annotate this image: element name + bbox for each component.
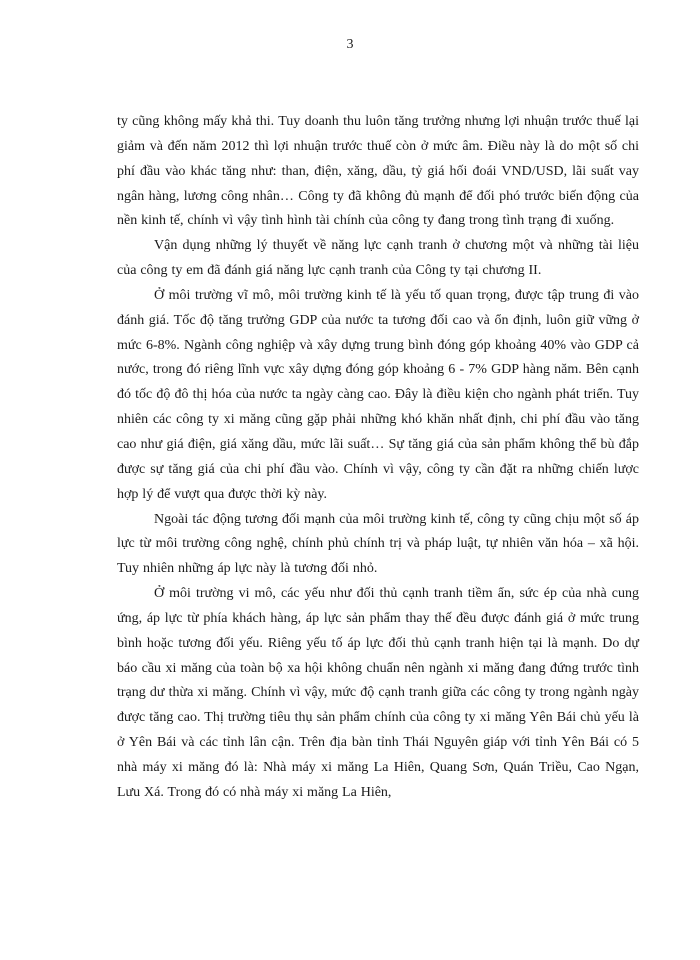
paragraph-continuation: ty cũng không mấy khả thi. Tuy doanh thu luôn tăng trưởng nhưng lợi nhuận trước thuế lại giảm và đến năm 2012 thì lợi nhuận trước thuế còn ở mức âm. Điều này là do một số chi phí đầu vào khác tăng như: than, điện, xăng, dầu, tỷ giá hối đoái VND/USD, lãi suất vay ngân hàng, lương công nhân… Công ty đã không đủ mạnh để đối phó trước biến động của nền kinh tế, chính vì vậy tình hình tài chính của công ty đang trong tình trạng đi xuống. [117, 114, 639, 229]
body-text [117, 110, 639, 806]
paragraph-other-pressures: Ngoài tác động tương đối mạnh của môi trường kinh tế, công ty cũng chịu một số áp lực từ môi trường công nghệ, chính phủ chính trị và pháp luật, tự nhiên văn hóa – xã hội. Tuy nhiên những áp lực này là tương đối nhỏ. [117, 511, 639, 577]
paragraph-methodology: Vận dụng những lý thuyết về năng lực cạnh tranh ở chương một và những tài liệu của công ty em đã đánh giá năng lực cạnh tranh của Công ty tại chương II. [117, 238, 639, 279]
paragraph-micro-environment: Ở môi trường vi mô, các yếu như đối thủ cạnh tranh tiềm ẩn, sức ép của nhà cung ứng, áp lực từ phía khách hàng, áp lực sản phẩm thay thế đều được đánh giá ở mức trung bình hoặc tương đối yếu. Riêng yếu tố áp lực đối thủ cạnh tranh hiện tại là mạnh. Do dự báo cầu xi măng của toàn bộ xa hội không chuẩn nên ngành xi măng đang đứng trước tình trạng dư thừa xi măng. Chính vì vậy, mức độ cạnh tranh giữa các công ty trong ngành ngày được tăng cao. Thị trường tiêu thụ sản phẩm chính của công ty xi măng Yên Bái chủ yếu là ở Yên Bái và các tỉnh lân cận. Trên địa bàn tỉnh Thái Nguyên giáp với tỉnh Yên Bái có 5 nhà máy xi măng đó là: Nhà máy xi măng La Hiên, Quang Sơn, Quán Triều, Cao Ngạn, Lưu Xá. Trong đó có nhà máy xi măng La Hiên, [117, 586, 639, 800]
paragraph-macro-environment: Ở môi trường vĩ mô, môi trường kinh tế là yếu tố quan trọng, được tập trung đi vào đánh giá. Tốc độ tăng trưởng GDP của nước ta tương đối cao và ổn định, luôn giữ vững ở mức 6-8%. Ngành công nghiệp và xây dựng trung bình đóng góp khoảng 40% vào GDP cả nước, trong đó riêng lĩnh vực xây dựng đóng góp khoảng 6 - 7% GDP hàng năm. Bên cạnh đó tốc độ đô thị hóa của nước ta ngày càng cao. Đây là điều kiện cho ngành phát triển. Tuy nhiên các công ty xi măng cũng gặp phải những khó khăn nhất định, chi phí đầu vào tăng cao như giá điện, giá xăng dầu, mức lãi suất… Sự tăng giá của sản phẩm không thể bù đắp được sự tăng giá của chi phí đầu vào. Chính vì vậy, công ty cần đặt ra những chiến lược hợp lý để vượt qua được thời kỳ này. [117, 287, 639, 502]
page-number: 3 [346, 37, 354, 52]
